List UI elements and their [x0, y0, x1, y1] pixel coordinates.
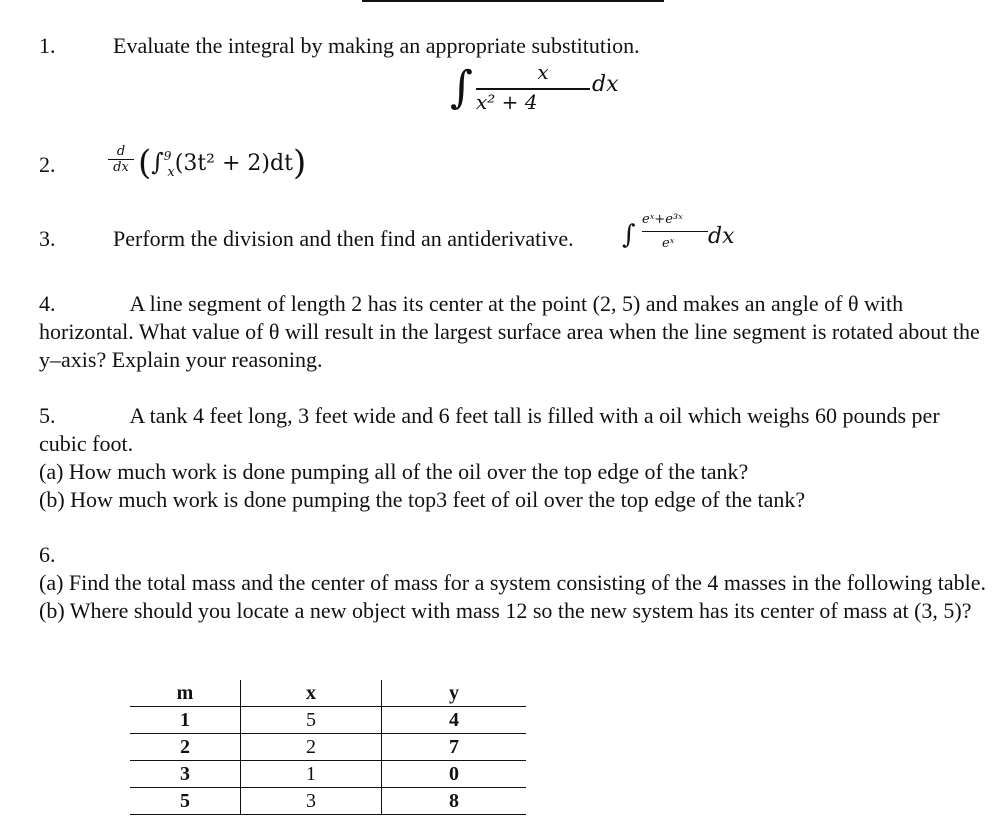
table-cell-x: 3: [241, 788, 382, 815]
integral-sign: ∫: [450, 62, 473, 113]
table-row: [130, 788, 526, 815]
mass-table: [130, 680, 526, 815]
table-header-row: [130, 680, 526, 707]
table-cell-y: 8: [382, 788, 527, 815]
table-cell-m: 3: [130, 761, 241, 788]
integral-numerator: x: [537, 60, 549, 84]
problem-5-part-a: (a) How much work is done pumping all of the oil over the top edge of the tank?: [39, 459, 749, 484]
problem-4-number: 4.: [39, 291, 56, 316]
problem-6-part-a: (a) Find the total mass and the center of mass for a system consisting of the 4 masses in the following table.: [39, 570, 987, 595]
table-cell-y: 0: [382, 761, 527, 788]
problem-1-number: 1.: [39, 33, 56, 58]
top-rule: [362, 0, 664, 2]
problem-5-part-b: (b) How much work is done pumping the top3 feet of oil over the top edge of the tank?: [39, 487, 806, 512]
table-row: [130, 707, 526, 734]
problem-5-number: 5.: [39, 403, 56, 428]
problem-3-number: 3.: [39, 226, 56, 251]
table-cell-y: 7: [382, 734, 527, 761]
table-cell-m: 1: [130, 707, 241, 734]
table-cell-x: 2: [241, 734, 382, 761]
table-row: [130, 734, 526, 761]
upper-limit: 9: [163, 149, 172, 163]
table-cell-m: 5: [130, 788, 241, 815]
derivative-denominator: dx: [108, 159, 134, 176]
table-header-y: y: [382, 680, 527, 707]
integral-denominator: x² + 4: [476, 90, 538, 114]
integral-differential: dx: [592, 72, 619, 97]
integral-denominator: eˣ: [662, 236, 675, 251]
table-cell-x: 5: [241, 707, 382, 734]
table-cell-y: 4: [382, 707, 527, 734]
integrand: (3t² + 2)dt: [174, 151, 293, 176]
fraction-bar: [642, 231, 708, 232]
table-cell-x: 1: [241, 761, 382, 788]
problem-5-text: A tank 4 feet long, 3 feet wide and 6 feet tall is filled with a oil which weighs 60 pounds per cubic foot.: [39, 403, 940, 456]
problem-6-number: 6.: [39, 542, 56, 567]
table-row: [130, 761, 526, 788]
problem-2-number: 2.: [39, 152, 56, 177]
integral-numerator: eˣ+e³ˣ: [642, 212, 683, 227]
table-header-x: x: [241, 680, 382, 707]
problem-4: [39, 290, 989, 374]
lower-limit: x: [167, 165, 175, 180]
derivative-operator: [108, 145, 134, 176]
problem-4-text: A line segment of length 2 has its center at the point (2, 5) and makes an angle of θ with horizontal. What value of θ will result in the largest surface area when the line segment is rotated about the y–axis? Explain your reasoning.: [39, 291, 980, 372]
problem-3-text: Perform the division and then find an antiderivative.: [113, 226, 574, 251]
problem-6-part-b: (b) Where should you locate a new object with mass 12 so the new system has its center of mass at (3, 5)?: [39, 598, 972, 623]
integral-differential: dx: [708, 224, 735, 249]
table-header-m: m: [130, 680, 241, 707]
derivative-numerator: d: [116, 144, 126, 159]
problem-6: [39, 541, 989, 625]
problem-5: [39, 402, 989, 514]
problem-1-text: Evaluate the integral by making an appropriate substitution.: [113, 33, 640, 58]
integral-sign: ∫: [622, 220, 636, 250]
table-cell-m: 2: [130, 734, 241, 761]
derivative-body: (∫$^9_x$(3t² + 2)dt): [138, 143, 307, 183]
